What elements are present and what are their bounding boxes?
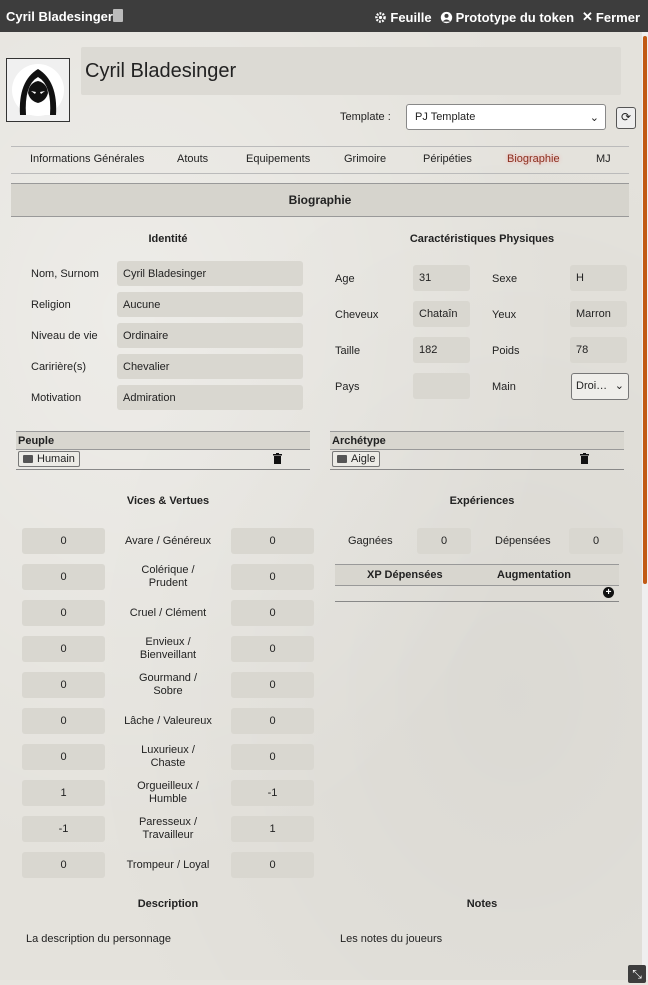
refresh-icon: ⟳ — [620, 110, 632, 124]
prototype-token-button[interactable] — [440, 9, 574, 25]
description-text[interactable]: La description du personnage — [26, 933, 171, 945]
religion-field[interactable]: Aucune — [117, 292, 303, 317]
hand-select[interactable] — [571, 373, 629, 400]
notes-heading: Notes — [466, 898, 498, 910]
identity-label: Religion — [31, 299, 71, 311]
tab-biographie[interactable]: Biographie — [507, 153, 560, 165]
experience-heading: Expériences — [449, 495, 515, 507]
virtue-value[interactable]: 0 — [231, 528, 314, 554]
virtue-value[interactable]: 0 — [231, 636, 314, 662]
template-select[interactable] — [406, 104, 606, 130]
xp-spent-label: Dépensées — [495, 535, 551, 547]
identity-heading: Identité — [148, 233, 188, 245]
people-item-label: Humain — [37, 453, 75, 465]
tab-peripeties[interactable]: Péripéties — [423, 153, 472, 165]
vice-virtue-label: Gourmand / Sobre — [138, 672, 198, 697]
vice-value[interactable]: 0 — [22, 852, 105, 878]
prototype-token-label: Prototype du token — [455, 9, 575, 25]
refresh-template-button[interactable] — [616, 107, 636, 129]
virtue-value[interactable]: 1 — [231, 816, 314, 842]
character-name-field[interactable]: Cyril Bladesinger — [81, 47, 621, 95]
vice-value[interactable]: 0 — [22, 744, 105, 770]
eyes-label: Yeux — [492, 309, 517, 321]
vice-virtue-label: Cruel / Clément — [129, 607, 207, 619]
sex-label: Sexe — [492, 273, 518, 285]
avatar[interactable] — [6, 58, 70, 122]
vice-virtue-label: Lâche / Valeureux — [124, 715, 212, 727]
scrollbar-thumb[interactable] — [643, 36, 647, 584]
virtue-value[interactable]: 0 — [231, 852, 314, 878]
delete-people-button[interactable] — [273, 453, 282, 467]
age-label: Age — [335, 273, 355, 285]
vice-value[interactable]: 0 — [22, 564, 105, 590]
sheet-button-label: Feuille — [390, 9, 432, 25]
template-label: Template : — [340, 111, 391, 123]
virtue-value[interactable]: 0 — [231, 744, 314, 770]
weight-label: Poids — [492, 345, 520, 357]
hair-label: Cheveux — [335, 309, 379, 321]
archetype-item-label: Aigle — [351, 453, 376, 465]
lifestyle-field[interactable]: Ordinaire — [117, 323, 303, 348]
physical-heading: Caractéristiques Physiques — [409, 233, 555, 245]
gear-icon — [374, 11, 387, 24]
vice-virtue-label: Envieux / Bienveillant — [139, 636, 197, 661]
vice-value[interactable]: 0 — [22, 528, 105, 554]
suitcase-icon — [23, 455, 33, 463]
vice-virtue-label: Luxurieux / Chaste — [141, 744, 195, 769]
add-xp-row-button[interactable] — [603, 587, 614, 598]
vice-value[interactable]: -1 — [22, 816, 105, 842]
archetype-list-divider — [330, 469, 624, 470]
delete-archetype-button[interactable] — [580, 453, 589, 467]
vice-virtue-label: Paresseux / Travailleur — [138, 816, 198, 841]
close-icon: ✕ — [582, 9, 593, 24]
xp-table-divider — [335, 601, 619, 602]
virtue-value[interactable]: 0 — [231, 600, 314, 626]
sheet-button[interactable] — [374, 9, 431, 25]
tab-bar — [11, 146, 629, 174]
vice-virtue-label: Trompeur / Loyal — [126, 859, 210, 871]
tab-atouts[interactable]: Atouts — [177, 153, 209, 165]
eyes-field[interactable]: Marron — [570, 301, 627, 327]
xp-gained-label: Gagnées — [348, 535, 393, 547]
name-field[interactable]: Cyril Bladesinger — [117, 261, 303, 286]
tab-grimoire[interactable]: Grimoire — [344, 153, 387, 165]
window-title: Cyril Bladesinger — [6, 9, 113, 24]
trash-icon — [580, 453, 589, 464]
country-field[interactable] — [413, 373, 470, 399]
height-field[interactable]: 182 — [413, 337, 470, 363]
hand-select-value: Droi… — [576, 380, 608, 392]
motivation-field[interactable]: Admiration — [117, 385, 303, 410]
identity-label: Caririère(s) — [31, 361, 86, 373]
age-field[interactable]: 31 — [413, 265, 470, 291]
chevron-down-icon: ⌄ — [589, 112, 599, 124]
country-label: Pays — [335, 381, 360, 393]
notes-text[interactable]: Les notes du joueurs — [340, 933, 443, 945]
virtue-value[interactable]: 0 — [231, 708, 314, 734]
close-button-label: Fermer — [595, 9, 640, 25]
plus-icon: + — [605, 587, 612, 598]
tab-equipements[interactable]: Equipements — [246, 153, 311, 165]
close-button[interactable] — [582, 9, 640, 25]
vice-value[interactable]: 1 — [22, 780, 105, 806]
resize-icon: ⤡ — [632, 967, 642, 981]
weight-field[interactable]: 78 — [570, 337, 627, 363]
identity-label: Motivation — [31, 392, 82, 404]
sex-field[interactable]: H — [570, 265, 627, 291]
vice-value[interactable]: 0 — [22, 600, 105, 626]
vices-heading: Vices & Vertues — [126, 495, 210, 507]
people-list-divider — [16, 469, 310, 470]
trash-icon — [273, 453, 282, 464]
xp-table-header — [335, 564, 619, 586]
section-title: Biographie — [11, 183, 629, 217]
vice-value[interactable]: 0 — [22, 636, 105, 662]
vice-virtue-label: Orgueilleux / Humble — [137, 780, 199, 805]
virtue-value[interactable]: -1 — [231, 780, 314, 806]
tab-informations-generales[interactable]: Informations Générales — [30, 153, 145, 165]
archetype-item[interactable] — [332, 451, 380, 467]
hand-label: Main — [492, 381, 516, 393]
vice-virtue-label: Avare / Généreux — [124, 535, 211, 547]
height-label: Taille — [335, 345, 361, 357]
people-header: Peuple — [16, 431, 310, 450]
xp-col-augmentation: Augmentation — [497, 569, 571, 581]
window-titlebar[interactable] — [0, 0, 648, 32]
chevron-down-icon: ⌄ — [614, 380, 624, 392]
archetype-header: Archétype — [330, 431, 624, 450]
user-circle-icon — [440, 11, 453, 24]
journal-icon[interactable] — [113, 9, 123, 22]
vice-virtue-label: Colérique / Prudent — [141, 564, 195, 589]
identity-label: Nom, Surnom — [31, 268, 99, 280]
tab-mj[interactable]: MJ — [596, 153, 611, 165]
xp-gained-field[interactable]: 0 — [417, 528, 471, 554]
resize-handle[interactable] — [628, 965, 646, 983]
hooded-figure-icon — [7, 59, 69, 121]
template-select-value: PJ Template — [415, 111, 476, 123]
xp-col-spent: XP Dépensées — [367, 569, 443, 581]
identity-label: Niveau de vie — [31, 330, 98, 342]
virtue-value[interactable]: 0 — [231, 564, 314, 590]
description-heading: Description — [137, 898, 199, 910]
vice-value[interactable]: 0 — [22, 708, 105, 734]
xp-spent-field[interactable]: 0 — [569, 528, 623, 554]
people-item[interactable] — [18, 451, 80, 467]
vice-value[interactable]: 0 — [22, 672, 105, 698]
hair-field[interactable]: Chataîn — [413, 301, 470, 327]
career-field[interactable]: Chevalier — [117, 354, 303, 379]
suitcase-icon — [337, 455, 347, 463]
virtue-value[interactable]: 0 — [231, 672, 314, 698]
